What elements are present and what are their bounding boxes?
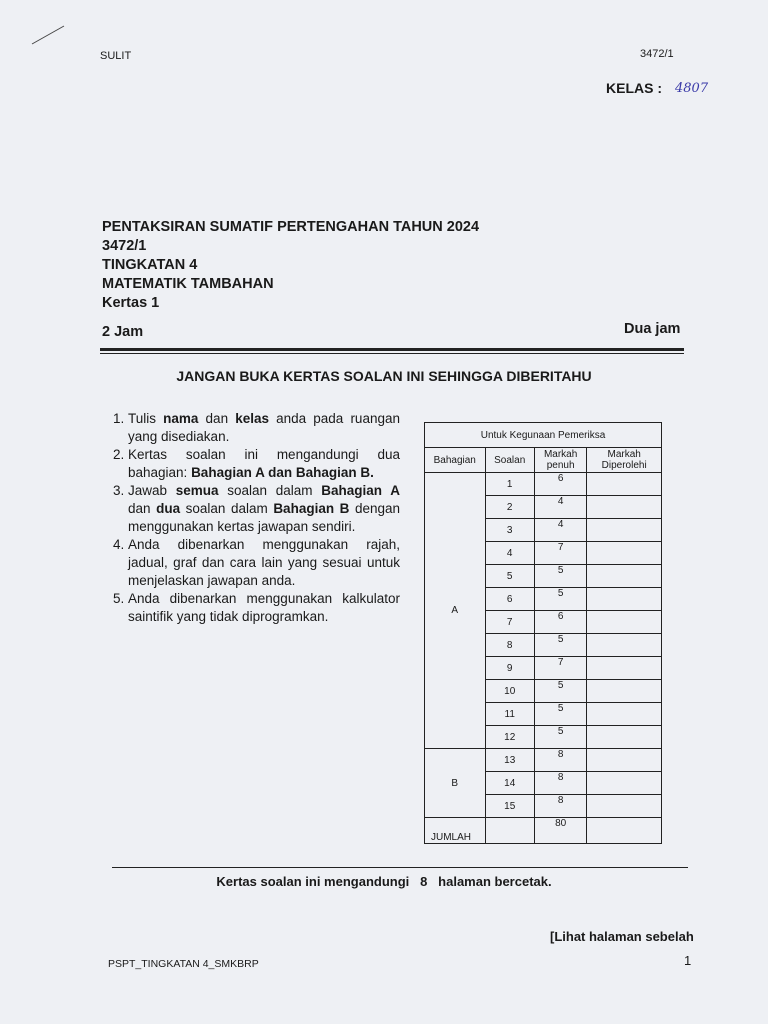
full-marks-cell: 5 bbox=[534, 703, 586, 726]
full-marks-cell: 8 bbox=[534, 772, 586, 795]
pen-stroke-mark bbox=[30, 24, 66, 46]
table-row bbox=[425, 749, 662, 772]
question-number-cell: 4 bbox=[485, 542, 534, 565]
total-marks-value: 80 bbox=[534, 818, 586, 844]
duration-long: Dua jam bbox=[624, 321, 681, 337]
full-marks-cell: 8 bbox=[534, 749, 586, 772]
marks-obtained-cell bbox=[587, 519, 662, 542]
header-full-marks: Markah penuh bbox=[534, 448, 586, 473]
marks-obtained-cell bbox=[587, 680, 662, 703]
full-marks-cell: 5 bbox=[534, 726, 586, 749]
do-not-open-warning: JANGAN BUKA KERTAS SOALAN INI SEHINGGA DIBERITAHU bbox=[176, 368, 592, 384]
instruction-item: 3. Jawab semua soalan dalam Bahagian A dan dua soalan dalam Bahagian B dengan menggunakan kertas jawapan sendiri. bbox=[128, 482, 400, 536]
full-marks-cell: 4 bbox=[534, 519, 586, 542]
marks-obtained-cell bbox=[587, 772, 662, 795]
paper-name: Kertas 1 bbox=[102, 295, 160, 311]
marks-obtained-cell bbox=[587, 611, 662, 634]
question-number-cell: 13 bbox=[485, 749, 534, 772]
full-marks-cell: 5 bbox=[534, 634, 586, 657]
subject-name: MATEMATIK TAMBAHAN bbox=[102, 276, 274, 292]
question-number-cell: 1 bbox=[485, 473, 534, 496]
exam-title: PENTAKSIRAN SUMATIF PERTENGAHAN TAHUN 2024 bbox=[102, 219, 480, 235]
duration-short: 2 Jam bbox=[102, 324, 144, 340]
total-row bbox=[425, 818, 662, 844]
question-number-cell: 15 bbox=[485, 795, 534, 818]
instruction-item: 2. Kertas soalan ini mengandungi dua bahagian: Bahagian A dan Bahagian B. bbox=[128, 446, 400, 482]
question-number-cell: 6 bbox=[485, 588, 534, 611]
header-marks-obtained: Markah Diperolehi bbox=[587, 448, 662, 473]
marks-obtained-cell bbox=[587, 588, 662, 611]
question-number-cell: 5 bbox=[485, 565, 534, 588]
classification-label: SULIT bbox=[100, 50, 132, 62]
question-number-cell: 8 bbox=[485, 634, 534, 657]
full-marks-cell: 5 bbox=[534, 565, 586, 588]
paper-code: 3472/1 bbox=[640, 48, 674, 60]
marks-obtained-cell bbox=[587, 496, 662, 519]
question-number-cell: 9 bbox=[485, 657, 534, 680]
title-block bbox=[102, 218, 479, 313]
question-number-cell: 12 bbox=[485, 726, 534, 749]
footer-divider bbox=[112, 867, 688, 868]
full-marks-cell: 7 bbox=[534, 657, 586, 680]
question-number-cell: 7 bbox=[485, 611, 534, 634]
section-cell: B bbox=[425, 749, 486, 818]
full-marks-cell: 5 bbox=[534, 588, 586, 611]
class-handwritten-value: 4807 bbox=[675, 81, 709, 96]
question-number-cell: 14 bbox=[485, 772, 534, 795]
full-marks-cell: 6 bbox=[534, 611, 586, 634]
marks-obtained-cell bbox=[587, 703, 662, 726]
header-section: Bahagian bbox=[425, 448, 486, 473]
total-label: JUMLAH bbox=[425, 818, 486, 844]
marks-obtained-cell bbox=[587, 565, 662, 588]
examiner-marks-table bbox=[424, 422, 662, 844]
question-number-cell: 2 bbox=[485, 496, 534, 519]
class-label: KELAS : bbox=[606, 80, 662, 96]
marks-obtained-cell bbox=[587, 473, 662, 496]
full-marks-cell: 5 bbox=[534, 680, 586, 703]
total-question-cell bbox=[485, 818, 534, 844]
school-footer-code: PSPT_TINGKATAN 4_SMKBRP bbox=[108, 958, 259, 970]
page-count-note: Kertas soalan ini mengandungi 8 halaman bercetak. bbox=[216, 874, 552, 889]
full-marks-cell: 6 bbox=[534, 473, 586, 496]
header-question: Soalan bbox=[485, 448, 534, 473]
title-divider-thick bbox=[100, 348, 684, 351]
instructions-list bbox=[100, 410, 400, 626]
full-marks-cell: 8 bbox=[534, 795, 586, 818]
turn-page-note: [Lihat halaman sebelah bbox=[550, 929, 694, 944]
full-marks-cell: 7 bbox=[534, 542, 586, 565]
total-obtained-cell bbox=[587, 818, 662, 844]
question-number-cell: 10 bbox=[485, 680, 534, 703]
table-caption: Untuk Kegunaan Pemeriksa bbox=[425, 423, 662, 448]
marks-obtained-cell bbox=[587, 749, 662, 772]
question-number-cell: 3 bbox=[485, 519, 534, 542]
section-cell: A bbox=[425, 473, 486, 749]
marks-obtained-cell bbox=[587, 795, 662, 818]
title-divider-thin bbox=[100, 353, 684, 354]
instruction-item: 4. Anda dibenarkan menggunakan rajah, jadual, graf dan cara lain yang sesuai untuk menjelaskan jawapan anda. bbox=[128, 536, 400, 590]
marks-obtained-cell bbox=[587, 634, 662, 657]
page-number: 1 bbox=[684, 953, 692, 968]
full-marks-cell: 4 bbox=[534, 496, 586, 519]
marks-obtained-cell bbox=[587, 657, 662, 680]
instruction-item: 1. Tulis nama dan kelas anda pada ruangan yang disediakan. bbox=[128, 410, 400, 446]
question-number-cell: 11 bbox=[485, 703, 534, 726]
instruction-item: 5. Anda dibenarkan menggunakan kalkulator saintifik yang tidak diprogramkan. bbox=[128, 590, 400, 626]
paper-number: 3472/1 bbox=[102, 238, 147, 254]
form-level: TINGKATAN 4 bbox=[102, 257, 198, 273]
marks-obtained-cell bbox=[587, 542, 662, 565]
marks-obtained-cell bbox=[587, 726, 662, 749]
table-row bbox=[425, 473, 662, 496]
